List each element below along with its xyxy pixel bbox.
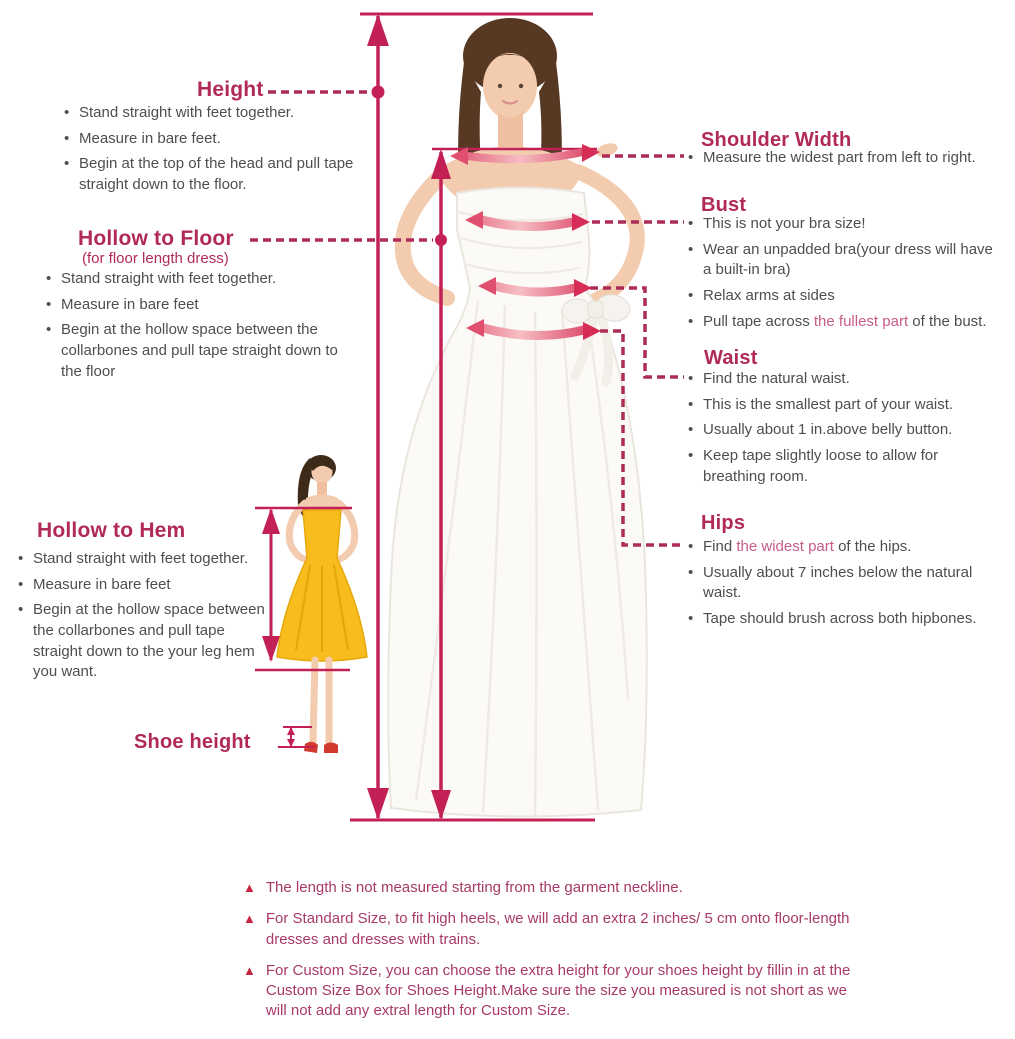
- small-model-illustration: [277, 455, 367, 753]
- list-item: • Usually about 7 inches below the natural waist.: [686, 563, 1011, 604]
- triangle-bullet-icon: ▲: [243, 880, 256, 895]
- waist-title: Waist: [704, 347, 758, 369]
- list-item: • Stand straight with feet together.: [44, 269, 344, 290]
- triangle-bullet-icon: ▲: [243, 962, 256, 978]
- list-item: • Find the widest part of the hips.: [686, 537, 1011, 558]
- main-model-illustration: [388, 18, 647, 817]
- footnotes: [243, 878, 893, 1033]
- shoe-height-label: Shoe height: [134, 731, 251, 753]
- model-face: [483, 53, 537, 119]
- list-item: • Keep tape slightly loose to allow for breathing room.: [686, 446, 1001, 487]
- list-item: • Relax arms at sides: [686, 286, 1001, 307]
- list-item: • Begin at the top of the head and pull tape straight down to the floor.: [62, 154, 374, 195]
- list-item: • Find the natural waist.: [686, 369, 1001, 390]
- shoulder-width-list: [686, 148, 1006, 174]
- hips-list: [686, 537, 1011, 635]
- list-item: • Measure in bare feet.: [62, 129, 374, 150]
- list-item: • Wear an unpadded bra(your dress will have a built-in bra): [686, 240, 1001, 281]
- list-item: • Stand straight with feet together.: [62, 103, 374, 124]
- hollow-to-hem-title: Hollow to Hem: [37, 519, 186, 542]
- bust-title: Bust: [701, 194, 747, 216]
- hollow-to-hem-list: [16, 549, 266, 688]
- hollow-to-floor-title: Hollow to Floor: [78, 227, 234, 250]
- hips-title: Hips: [701, 512, 746, 534]
- list-item: • Measure in bare feet: [44, 295, 344, 316]
- height-title: Height: [197, 78, 264, 101]
- list-item: • Tape should brush across both hipbones.: [686, 609, 1011, 630]
- footnote-item: ▲ For Custom Size, you can choose the extra height for your shoes height by fillin in at the Custom Size Box for Shoes Height.Make sure the size you measured is not short as we will not add any extral length for Custom Size.: [243, 961, 851, 1020]
- list-item: • Begin at the hollow space between the collarbones and pull tape straight down to the floor: [44, 320, 344, 382]
- list-item: • Begin at the hollow space between the collarbones and pull tape straight down to the your leg hem you want.: [16, 600, 266, 683]
- hollow-to-floor-subtitle: (for floor length dress): [82, 250, 229, 267]
- bust-list: [686, 214, 1001, 337]
- footnote-item: ▲ The length is not measured starting from the garment neckline.: [243, 879, 683, 896]
- list-item: • Stand straight with feet together.: [16, 549, 266, 570]
- waist-list: [686, 369, 1001, 492]
- footnote-item: ▲ For Standard Size, to fit high heels, we will add an extra 2 inches/ 5 cm onto floor-length dresses and dresses with trains.: [243, 910, 850, 948]
- list-item: • This is the smallest part of your waist.: [686, 395, 1001, 416]
- list-item: • Measure in bare feet: [16, 575, 266, 596]
- triangle-bullet-icon: ▲: [243, 911, 256, 927]
- shoulder-width-title: Shoulder Width: [701, 129, 852, 151]
- list-item: • This is not your bra size!: [686, 214, 1001, 235]
- list-item: • Measure the widest part from left to right.: [686, 148, 1006, 169]
- height-list: [62, 103, 374, 201]
- hollow-to-floor-list: [44, 269, 344, 387]
- list-item: • Pull tape across the fullest part of the bust.: [686, 312, 1001, 333]
- list-item: • Usually about 1 in.above belly button.: [686, 420, 1001, 441]
